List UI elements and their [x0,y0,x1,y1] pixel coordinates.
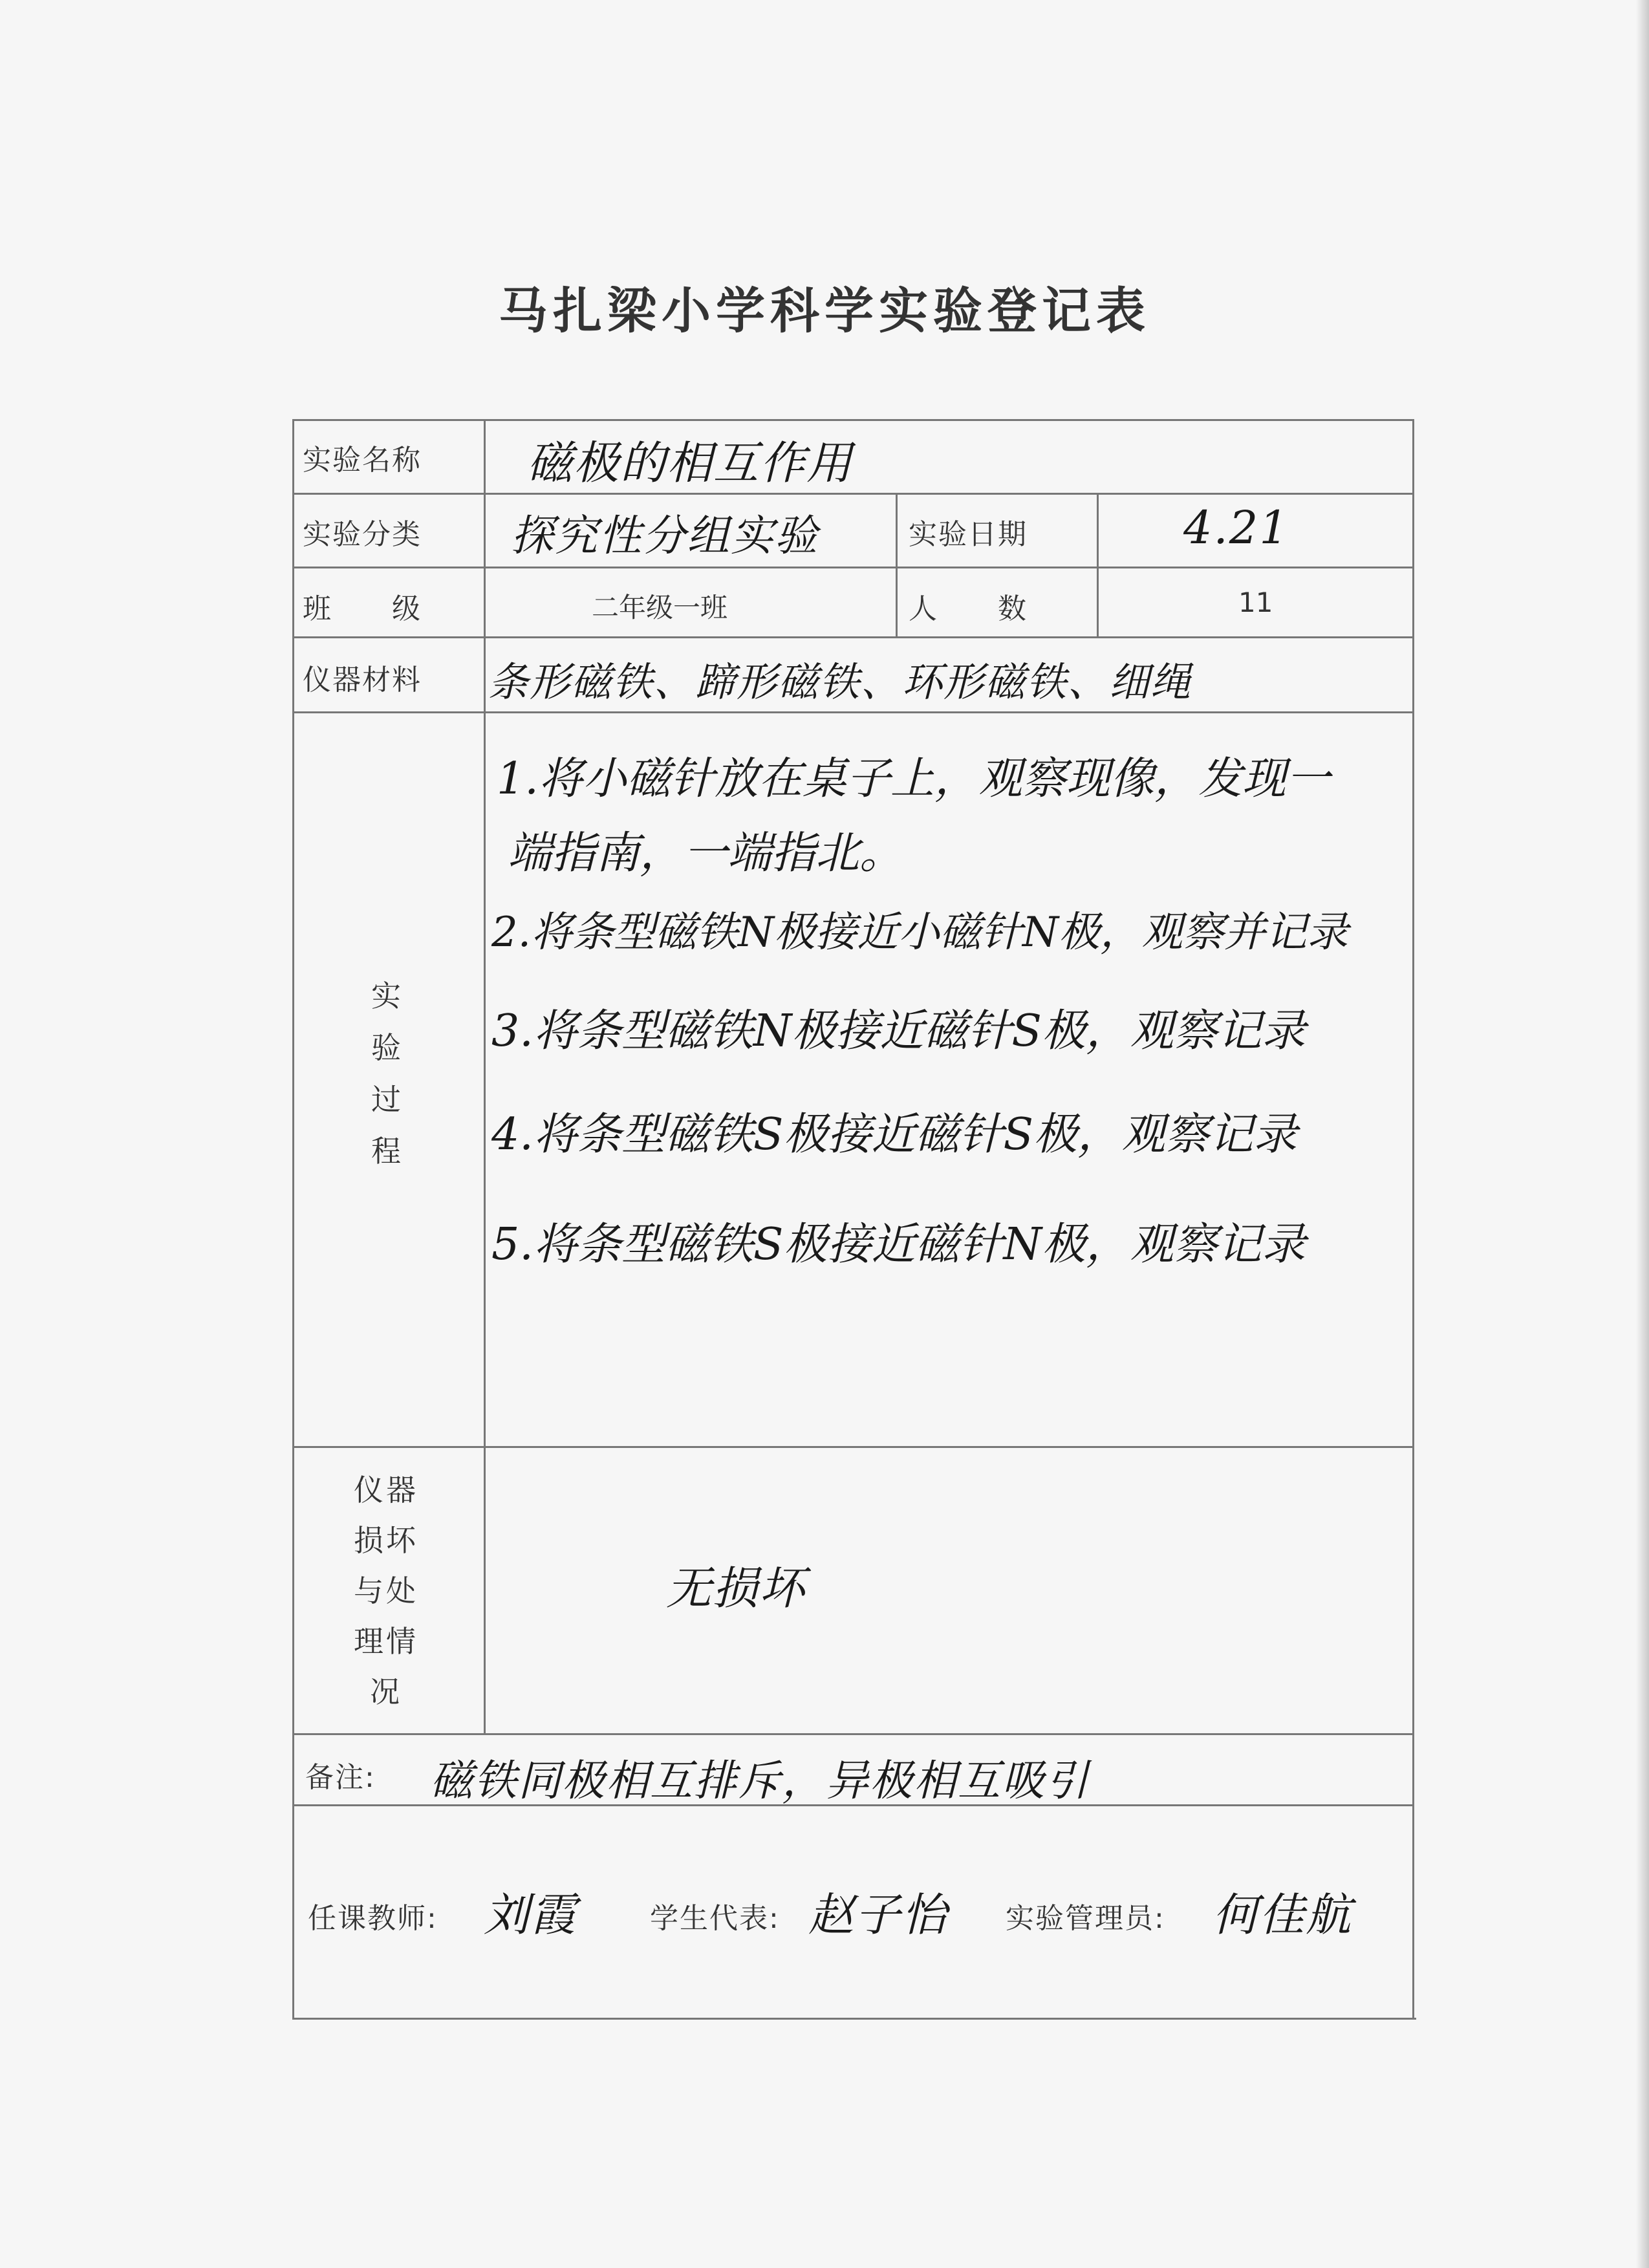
teacher-label: 任课教师: [308,1902,438,1935]
materials-value: 条形磁铁、蹄形磁铁、环形磁铁、细绳 [488,658,1192,706]
process-step: 2.将条型磁铁N极接近小磁针N极，观察并记录 [491,909,1349,956]
class-label: 班 级 [303,592,422,625]
class-value: 二年级一班 [592,592,728,623]
experiment-category-label: 实验分类 [303,518,422,551]
process-label: 实验过程 [371,978,401,1169]
student-count-label: 人 数 [909,592,1028,625]
table-rule [292,1733,1414,1735]
table-rule [292,493,1414,495]
table-rule [484,419,486,1735]
process-step: 3.将条型磁铁N极接近磁针S极，观察记录 [491,1006,1306,1057]
student-rep-label: 学生代表: [650,1902,780,1935]
form-title: 马扎梁小学科学实验登记表 [499,282,1150,340]
notes-label: 备注: [305,1761,376,1794]
table-rule [292,419,294,2020]
table-rule [292,567,1414,568]
experiment-name-value: 磁极的相互作用 [527,437,853,490]
damage-value: 无损坏 [666,1562,806,1615]
student-count-value: 11 [1238,587,1273,618]
process-step: 5.将条型磁铁S极接近磁针N极，观察记录 [491,1219,1306,1270]
process-step: 1.将小磁针放在桌子上，观察现像，发现一 [497,753,1330,805]
table-rule [292,1446,1414,1448]
experiment-category-value: 探究性分组实验 [511,511,819,561]
table-rule [292,636,1414,638]
lab-admin-signature: 何佳航 [1212,1888,1352,1941]
table-rule [896,493,898,636]
experiment-name-label: 实验名称 [303,444,422,477]
table-rule [1412,419,1414,2020]
materials-label: 仪器材料 [303,664,422,697]
table-rule [292,711,1414,713]
lab-admin-label: 实验管理员: [1006,1902,1165,1935]
process-step: 端指南，一端指北。 [508,828,904,879]
notes-value: 磁铁同极相互排斥，异极相互吸引 [430,1756,1090,1806]
experiment-date-label: 实验日期 [909,518,1028,551]
teacher-signature: 刘霞 [484,1888,577,1941]
student-rep-signature: 赵子怡 [808,1888,948,1941]
table-rule [292,2018,1416,2020]
experiment-date-value: 4.21 [1183,501,1289,554]
damage-label: 仪器损坏与处理情况 [354,1473,418,1709]
table-rule [1097,493,1099,636]
process-step: 4.将条型磁铁S极接近磁针S极，观察记录 [491,1109,1298,1160]
table-rule [292,419,1414,421]
